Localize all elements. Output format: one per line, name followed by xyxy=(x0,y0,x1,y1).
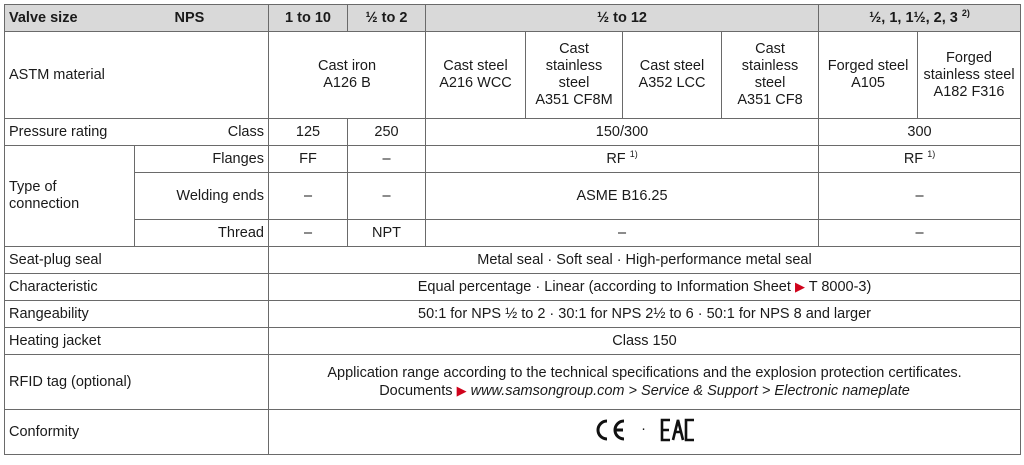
header-half-to-12: ½ to 12 xyxy=(426,5,819,32)
material-grade: A105 xyxy=(851,75,885,91)
eac-mark-icon xyxy=(660,418,696,442)
connection-welding-row xyxy=(5,173,1021,220)
material-grade: A352 LCC xyxy=(638,75,706,91)
valve-spec-table xyxy=(4,4,1021,455)
seat-plug-label: Seat-plug seal xyxy=(5,247,269,274)
valve-size-label: Valve size xyxy=(5,5,135,32)
heating-jacket-value: Class 150 xyxy=(269,328,1021,355)
reference-arrow-icon: ▶ xyxy=(456,382,467,398)
astm-material-label: ASTM material xyxy=(5,32,269,119)
footnote-1-marker: 1) xyxy=(927,148,936,159)
connection-value: – xyxy=(819,173,1021,220)
heating-jacket-row xyxy=(5,328,1021,355)
connection-value: – xyxy=(269,173,348,220)
footnote-2-marker: 2) xyxy=(961,7,970,18)
conformity-label: Conformity xyxy=(5,410,269,455)
material-cast-steel-wcc xyxy=(426,32,526,119)
rfid-value xyxy=(269,355,1021,410)
rfid-documents-link[interactable]: www.samsongroup.com > Service & Support > Electronic nameplate xyxy=(470,382,910,399)
pressure-value: 125 xyxy=(269,119,348,146)
connection-value: – xyxy=(269,220,348,247)
connection-value: ASME B16.25 xyxy=(426,173,819,220)
material-name: Cast iron xyxy=(317,58,377,74)
ce-mark-icon xyxy=(593,418,627,442)
rfid-line-2 xyxy=(273,382,1016,400)
pressure-class-label: Class xyxy=(135,119,269,146)
pressure-rating-label: Pressure rating xyxy=(5,119,135,146)
rfid-line-1: Application range according to the technical specifications and the explosion protection certificates. xyxy=(327,364,962,381)
flanges-label: Flanges xyxy=(135,146,269,173)
connection-value xyxy=(819,146,1021,173)
material-grade: A126 B xyxy=(323,75,371,91)
rfid-label: RFID tag (optional) xyxy=(5,355,269,410)
material-name: Cast stainless steel xyxy=(741,41,799,91)
header-half-to-2: ½ to 2 xyxy=(348,5,426,32)
connection-thread-row xyxy=(5,220,1021,247)
characteristic-label: Characteristic xyxy=(5,274,269,301)
material-name: Cast steel xyxy=(639,58,705,74)
material-cast-iron xyxy=(269,32,426,119)
material-grade: A216 WCC xyxy=(439,75,512,91)
material-name: Cast stainless steel xyxy=(545,41,603,91)
connection-value: NPT xyxy=(348,220,426,247)
material-row xyxy=(5,32,1021,119)
header-forged-sizes xyxy=(819,5,1021,32)
seat-plug-value: Metal seal · Soft seal · High-performance metal seal xyxy=(269,247,1021,274)
pressure-value: 300 xyxy=(819,119,1021,146)
rangeability-row xyxy=(5,301,1021,328)
flange-type: RF xyxy=(903,150,924,167)
header-1-to-10: 1 to 10 xyxy=(269,5,348,32)
connection-value: – xyxy=(348,146,426,173)
connection-value: FF xyxy=(269,146,348,173)
pressure-value: 250 xyxy=(348,119,426,146)
material-forged-stainless xyxy=(918,32,1021,119)
material-cast-stainless-cf8 xyxy=(722,32,819,119)
material-cast-stainless-cf8m xyxy=(526,32,623,119)
rangeability-value: 50:1 for NPS ½ to 2 · 30:1 for NPS 2½ to 6 · 50:1 for NPS 8 and larger xyxy=(269,301,1021,328)
pressure-value: 150/300 xyxy=(426,119,819,146)
pressure-rating-row xyxy=(5,119,1021,146)
rangeability-label: Rangeability xyxy=(5,301,269,328)
characteristic-value xyxy=(269,274,1021,301)
material-cast-steel-lcc xyxy=(623,32,722,119)
header-row xyxy=(5,5,1021,32)
footnote-1-marker: 1) xyxy=(629,148,638,159)
material-forged-steel xyxy=(819,32,918,119)
characteristic-reference: T 8000-3) xyxy=(808,279,872,295)
material-name: Cast steel xyxy=(443,58,508,74)
flange-type: RF xyxy=(606,150,626,167)
characteristic-row xyxy=(5,274,1021,301)
material-grade: A351 CF8M xyxy=(535,92,613,108)
material-grade: A182 F316 xyxy=(933,83,1005,100)
welding-ends-label: Welding ends xyxy=(135,173,269,220)
rfid-row xyxy=(5,355,1021,410)
heating-jacket-label: Heating jacket xyxy=(5,328,269,355)
header-forged-sizes-text: ½, 1, 1½, 2, 3 xyxy=(869,9,958,26)
nps-label: NPS xyxy=(135,5,269,32)
rfid-documents-label: Documents xyxy=(379,382,453,399)
material-grade: A351 CF8 xyxy=(737,92,803,108)
connection-value: – xyxy=(348,173,426,220)
conformity-separator: · xyxy=(641,421,646,437)
connection-value xyxy=(426,146,819,173)
characteristic-text: Equal percentage · Linear (according to Information Sheet xyxy=(417,279,791,295)
connection-flanges-row xyxy=(5,146,1021,173)
thread-label: Thread xyxy=(135,220,269,247)
conformity-row xyxy=(5,410,1021,455)
conformity-marks xyxy=(269,410,1021,455)
material-name: Forged stainless steel xyxy=(923,49,1015,83)
connection-value: – xyxy=(426,220,819,247)
connection-value: – xyxy=(819,220,1021,247)
type-of-connection-label: Type of connection xyxy=(5,146,135,247)
seat-plug-row xyxy=(5,247,1021,274)
reference-arrow-icon: ▶ xyxy=(794,279,805,294)
material-name: Forged steel xyxy=(827,58,909,74)
